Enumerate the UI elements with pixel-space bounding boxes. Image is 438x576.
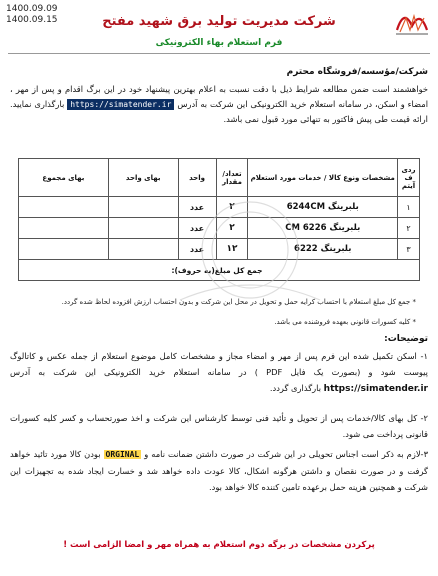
explanation-1-text-end: بارگذاری گردد. bbox=[269, 383, 322, 393]
table-row bbox=[19, 239, 420, 260]
explanation-1-link[interactable]: https://simatender.ir bbox=[323, 384, 428, 394]
date-1: 1400.09.09 bbox=[6, 4, 58, 14]
cell-unit-price[interactable] bbox=[108, 239, 178, 260]
addressee-line: شرکت/مؤسسه/فروشگاه محترم bbox=[286, 67, 428, 77]
cell-row-number: ۳ bbox=[398, 239, 420, 260]
table-sum-row bbox=[19, 260, 420, 281]
cell-row-number: ۲ bbox=[398, 218, 420, 239]
intro-text-2: بارگذاری نمایید. ارائه قیمت طی پیش فاکتور به تنهائی مورد قبول نمی باشد. bbox=[10, 99, 428, 124]
table-row bbox=[19, 218, 420, 239]
explanation-item-3 bbox=[10, 446, 428, 495]
sum-in-words-label[interactable]: جمع کل مبلغ(به حروف): bbox=[19, 260, 420, 281]
header-row-number: ردی ف آیتم bbox=[398, 159, 420, 197]
cell-quantity: ۲ bbox=[216, 218, 248, 239]
intro-text-1: خواهشمند است ضمن مطالعه شرایط ذیل با دقت نسبت به اعلام بهترین پیشنهاد خود در این برگ اقدام و پس از مهر ، امضاء و اسکن، در سامانه استعلام خرید الکترونیکی این شرکت به آدرس bbox=[10, 84, 428, 109]
cell-description: بلبرینگ 6222 bbox=[248, 239, 398, 260]
explanations-heading: توضیحات: bbox=[384, 334, 428, 344]
cell-total-price[interactable] bbox=[19, 197, 109, 218]
explanation-1-text: ۱- اسکن تکمیل شده این فرم پس از مهر و امضاء مجاز و مشخصات کامل موضوع استعلام از جمله عکس و کاتالوگ پیوست شود و (بصورت یک فایل PDF ) در سامانه استعلام خرید الکترونیکی این شرکت به آدرس bbox=[10, 351, 428, 377]
header-unit: واحد bbox=[178, 159, 216, 197]
cell-total-price[interactable] bbox=[19, 239, 109, 260]
note-deductions: * کلیه کسورات قانونی بعهده فروشنده می باشد. bbox=[274, 318, 416, 326]
cell-unit: عدد bbox=[178, 197, 216, 218]
intro-paragraph bbox=[10, 82, 428, 127]
items-table bbox=[18, 158, 420, 281]
explanation-3-text: ۳-لازم به ذکر است اجناس تحویلی در این شرکت در صورت داشتن ضمانت نامه و bbox=[144, 449, 429, 459]
explanation-item-1 bbox=[10, 348, 428, 397]
cell-quantity: ۲ bbox=[216, 197, 248, 218]
table-header-row bbox=[19, 159, 420, 197]
cell-unit: عدد bbox=[178, 239, 216, 260]
table-row bbox=[19, 197, 420, 218]
header-description: مشخصات ونوع کالا / خدمات مورد استعلام bbox=[248, 159, 398, 197]
cell-description: بلبرینگ 6244CM bbox=[248, 197, 398, 218]
header-total-price: بهای مجموع bbox=[19, 159, 109, 197]
company-title: شرکت مدیریت تولید برق شهید مفتح bbox=[102, 14, 336, 29]
website-badge[interactable]: https://simatender.ir bbox=[67, 99, 174, 110]
cell-description: بلبرینگ 6226 CM bbox=[248, 218, 398, 239]
header-quantity: تعداد/ مقدار bbox=[216, 159, 248, 197]
cell-quantity: ۱۲ bbox=[216, 239, 248, 260]
cell-total-price[interactable] bbox=[19, 218, 109, 239]
original-highlight: ORGINAL bbox=[105, 450, 140, 459]
cell-unit-price[interactable] bbox=[108, 218, 178, 239]
cell-row-number: ۱ bbox=[398, 197, 420, 218]
header-unit-price: بهای واحد bbox=[108, 159, 178, 197]
note-shipping: * جمع کل مبلغ استعلام با احتساب کرایه حمل و تحویل در محل این شرکت و بدون احتساب ارزش افزوده لحاظ شده گردد. bbox=[61, 298, 416, 306]
explanation-item-2: ۲- کل بهای کالا/خدمات پس از تحویل و تأئید فنی توسط کارشناس این شرکت و اخذ صورتحساب و کسر کلیه کسورات قانونی پرداخت می شود. bbox=[10, 413, 428, 439]
form-title: فرم استعلام بهاء الکترونیکی bbox=[155, 38, 283, 48]
footer-warning: پرکردن مشخصات در برگه دوم استعلام به همراه مهر و امضا الزامی است ! bbox=[63, 540, 375, 550]
header-divider bbox=[8, 53, 430, 54]
cell-unit-price[interactable] bbox=[108, 197, 178, 218]
explanation-3-text-end: بودن کالا مورد تائید خواهد گرفت و در صورت نقصان و داشتن هرگونه اشکال، کالا عودت داده خواهد شد و خسارت ایجاد شده به تجهیزات این شرکت و همچنین هزینه حمل برعهده تامین کننده کالا خواهد بود. bbox=[10, 449, 428, 492]
cell-unit: عدد bbox=[178, 218, 216, 239]
date-2: 1400.09.15 bbox=[6, 15, 58, 25]
